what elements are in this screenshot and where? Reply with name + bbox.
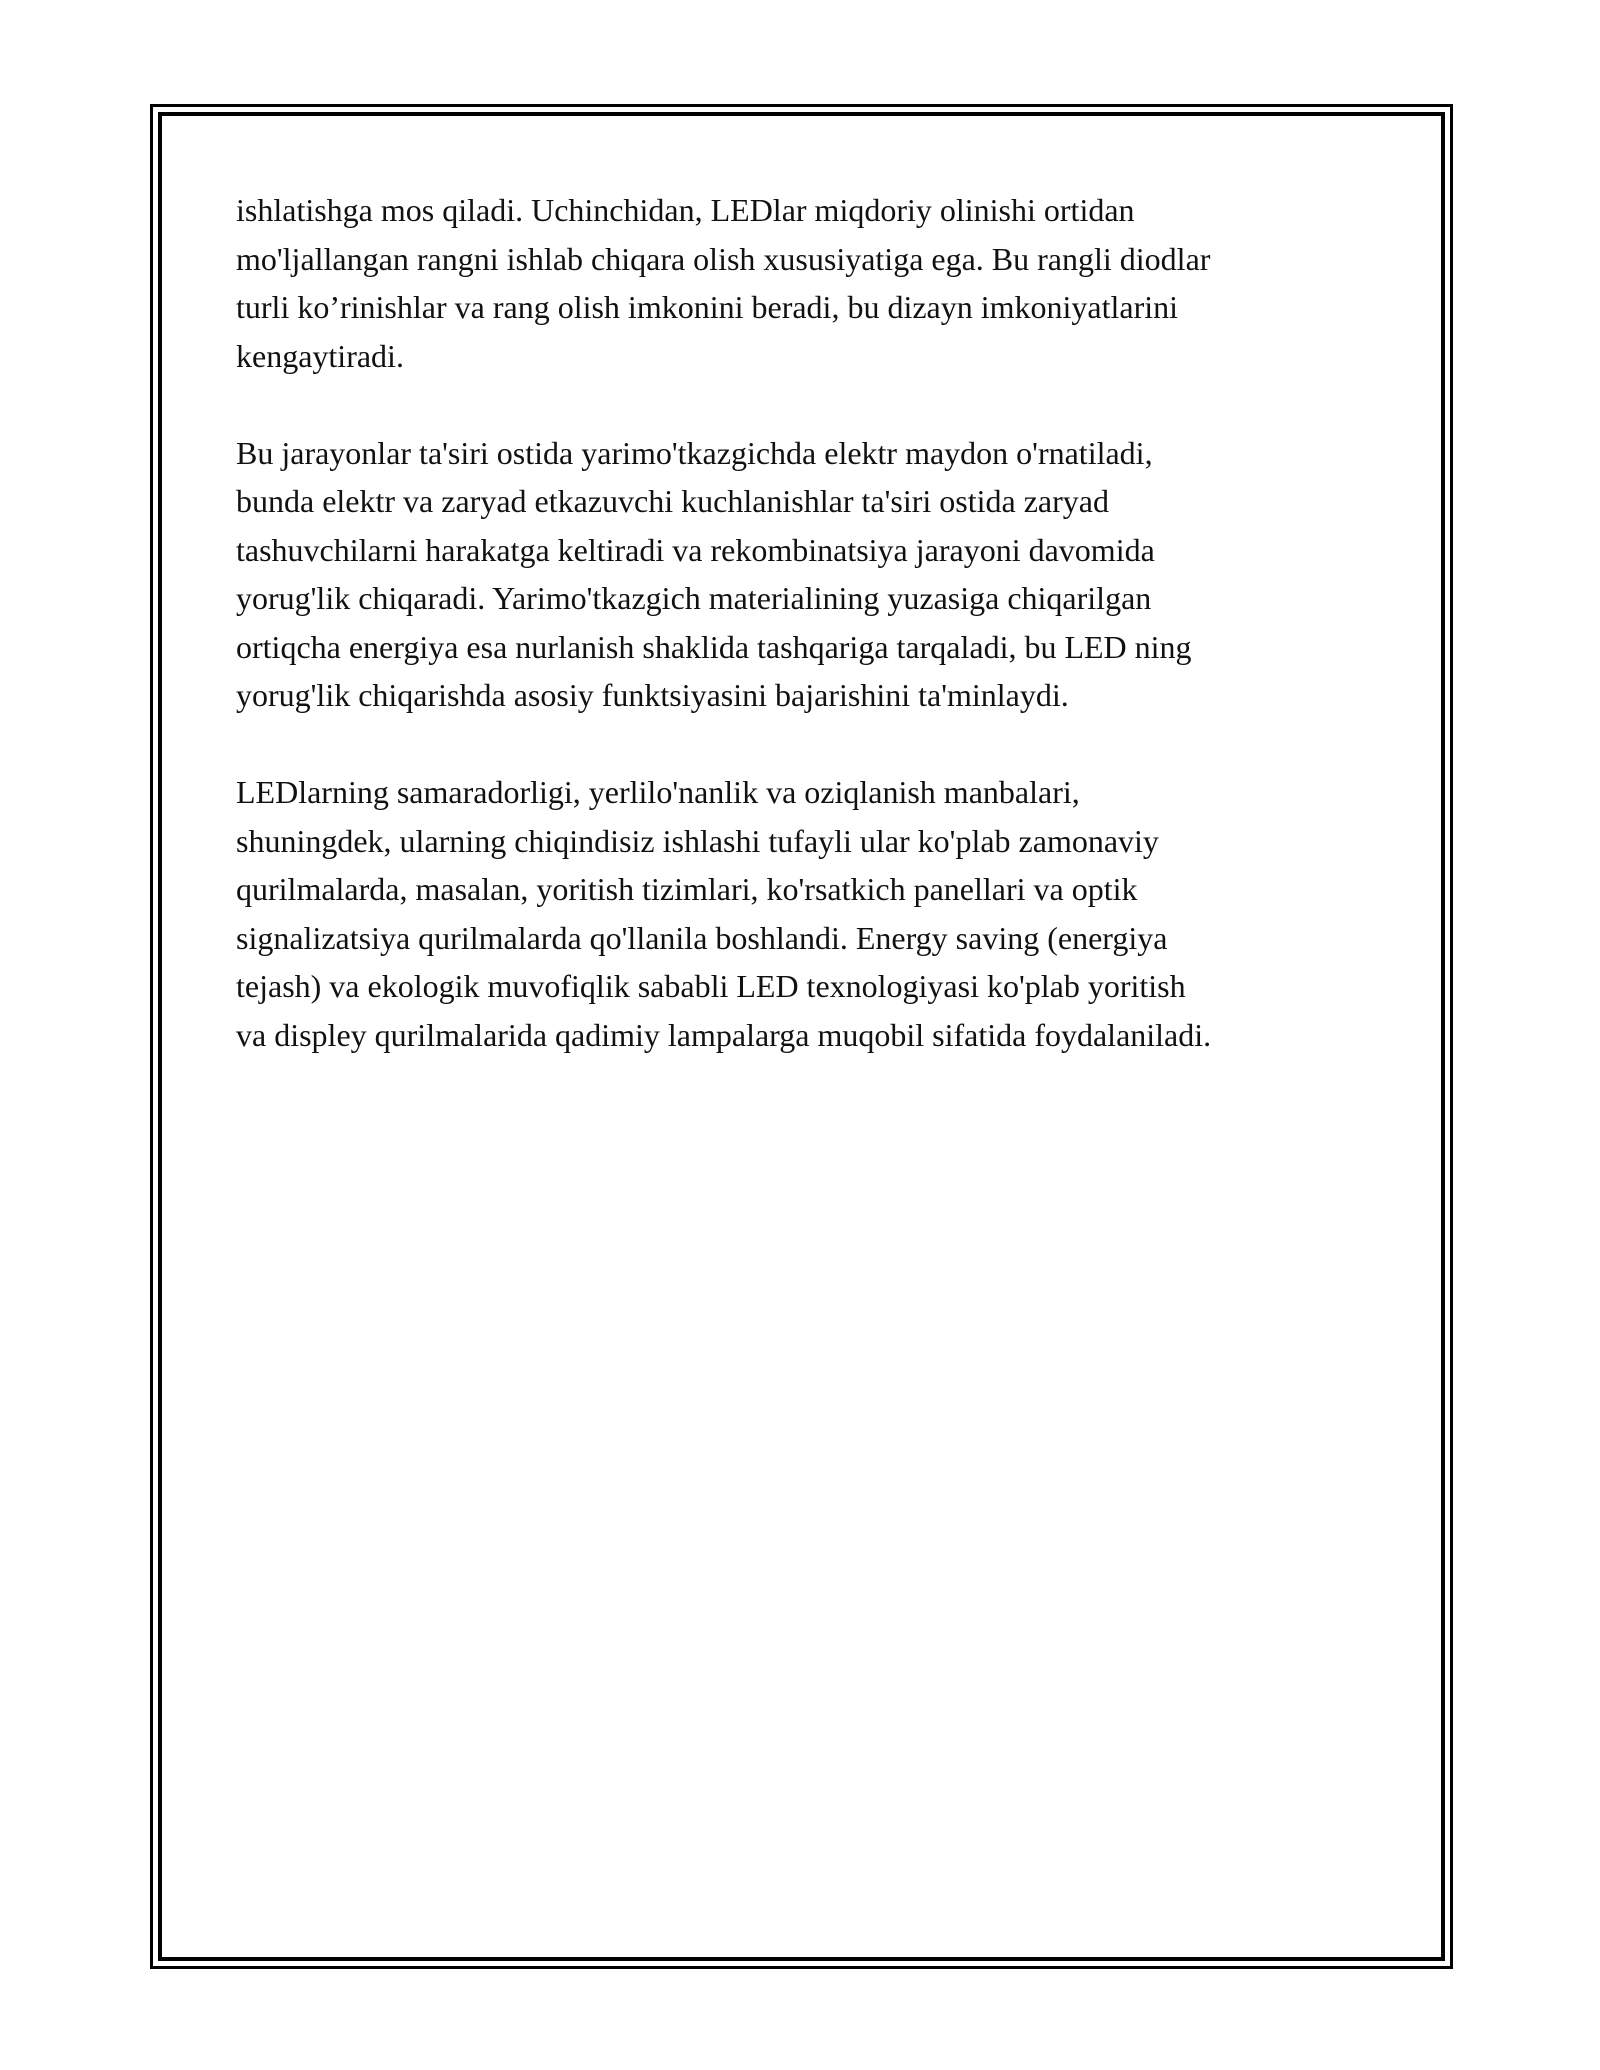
document-body	[236, 186, 1366, 1108]
text-line: bunda elektr va zaryad etkazuvchi kuchlanishlar ta'siri ostida zaryad	[236, 483, 1109, 519]
text-line: va displey qurilmalarida qadimiy lampalarga muqobil sifatida foydalaniladi.	[236, 1016, 1212, 1053]
text-line: ortiqcha energiya esa nurlanish shaklida tashqariga tarqaladi, bu LED ning	[236, 628, 1192, 665]
text-line: turli ko’rinishlar va rang olish imkonini beradi, bu dizayn imkoniyatlarini	[236, 289, 1179, 325]
paragraph-2	[236, 429, 1366, 720]
text-line: ishlatishga mos qiladi. Uchinchidan, LEDlar miqdoriy olinishi ortidan	[236, 192, 1135, 228]
paragraph-1	[236, 186, 1366, 380]
text-line: yorug'lik chiqaradi. Yarimo'tkazgich materialining yuzasiga chiqarilgan	[236, 580, 1152, 616]
text-line: tashuvchilarni harakatga keltiradi va rekombinatsiya jarayoni davomida	[236, 531, 1155, 568]
text-line: shuningdek, ularning chiqindisiz ishlashi tufayli ular ko'plab zamonaviy	[236, 822, 1159, 859]
paragraph-3	[236, 768, 1366, 1059]
text-line: mo'ljallangan rangni ishlab chiqara olish xususiyatiga ega. Bu rangli diodlar	[236, 240, 1211, 277]
text-line: signalizatsiya qurilmalarda qo'llanila boshlandi. Energy saving (energiya	[236, 919, 1168, 956]
text-line: tejash) va ekologik muvofiqlik sababli LED texnologiyasi ko'plab yoritish	[236, 968, 1186, 1004]
text-line: qurilmalarda, masalan, yoritish tizimlari, ko'rsatkich panellari va optik	[236, 871, 1138, 907]
text-line: Bu jarayonlar ta'siri ostida yarimo'tkazgichda elektr maydon o'rnatiladi,	[236, 434, 1153, 471]
text-line: LEDlarning samaradorligi, yerlilo'nanlik va oziqlanish manbalari,	[236, 774, 1080, 810]
text-line: yorug'lik chiqarishda asosiy funktsiyasini bajarishini ta'minlaydi.	[236, 677, 1069, 713]
text-line: kengaytiradi.	[236, 337, 404, 374]
